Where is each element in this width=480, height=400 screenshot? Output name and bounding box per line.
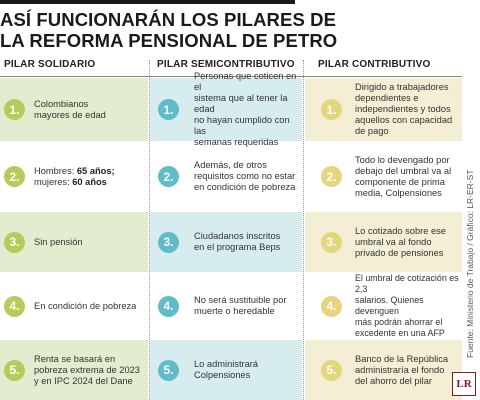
text-line: y en IPC 2024 del Dane [34,375,133,386]
list-item [305,272,462,340]
step-number-badge: 5. [321,360,342,381]
list-item [150,212,302,272]
list-item [0,141,148,212]
text-line: debajo del umbral va al [355,165,452,176]
item-text [194,295,287,317]
item-text [34,166,115,188]
step-number-badge: 5. [158,360,179,381]
item-text [194,231,280,253]
list-item [150,71,302,147]
text-fragment: Hombres: [34,165,77,176]
step-number-badge: 3. [4,232,25,253]
text-line: Colpensiones [194,370,251,380]
column-divider [149,60,150,400]
list-item [305,78,462,141]
item-text [194,359,258,381]
list-item [150,340,302,400]
step-number-badge: 2. [321,166,342,187]
step-number-badge: 4. [4,296,25,317]
list-item [305,141,462,212]
text-line: más podrán ahorrar el [355,317,443,327]
text-fragment: mujeres: [34,176,73,187]
text-line: no hayan cumplido con las [194,115,290,136]
text-line: semanas requeridas [194,137,279,147]
text-line: Dirigido a trabajadores [355,82,449,92]
column-contributivo [305,78,462,400]
step-number-badge: 3. [158,232,179,253]
item-text [34,99,106,121]
text-line: en condición de pobreza [194,182,296,192]
text-line: en el programa Beps [194,242,281,252]
list-item [150,141,302,212]
text-line: aquellos con capacidad [355,115,453,125]
text-line [34,166,115,177]
step-number-badge: 4. [158,296,179,317]
header-pilar-contributivo: PILAR CONTRIBUTIVO [318,59,431,70]
text-line: Lo administrará [194,359,259,369]
text-line: Sin pensión [34,236,83,247]
step-number-badge: 2. [158,166,179,187]
text-line: En condición de pobreza [34,300,137,311]
list-item [305,340,462,400]
text-line: Personas que coticen en el [194,71,297,92]
highlight-age-women: 60 años [72,176,107,187]
step-number-badge: 3. [321,232,342,253]
text-line: muerte o heredable [194,306,275,316]
step-number-badge: 1. [158,99,179,120]
text-line: El umbral de cotización es 2,3 [355,273,459,294]
step-number-badge: 1. [321,99,342,120]
text-line: dependientes e [355,93,419,103]
text-line: No será sustituible por [194,295,287,305]
list-item [150,272,302,340]
title-line-1: ASÍ FUNCIONARÁN LOS PILARES DE [0,9,337,30]
text-line: pobreza extrema de 2023 [34,364,140,375]
text-line: Además, de otros [194,160,267,170]
text-line: del ahorro del pilar [355,375,433,386]
list-item [0,340,148,400]
text-line: privado de pensiones [355,247,444,258]
list-item [0,78,148,141]
text-line [34,177,115,188]
item-text [194,71,302,148]
item-text [355,273,462,339]
text-line: media, Colpensiones [355,187,442,198]
text-line: sistema que al tener la edad [194,93,288,114]
title-line-2: LA REFORMA PENSIONAL DE PETRO [0,30,338,51]
page-title [0,9,470,51]
item-text [34,237,83,248]
title-accent-bar [0,0,295,4]
list-item [0,272,148,340]
text-line: de pago [355,126,389,136]
column-solidario [0,78,148,400]
column-semicontributivo [150,71,302,400]
list-item [305,212,462,272]
item-text [34,354,140,387]
header-pilar-semicontributivo: PILAR SEMICONTRIBUTIVO [157,59,295,70]
text-line: umbral va al fondo [355,236,432,247]
text-line: Banco de la República [355,353,449,364]
text-line: mayores de edad [34,109,106,120]
step-number-badge: 2. [4,166,25,187]
list-item [0,212,148,272]
text-line: Ciudadanos inscritos [194,231,281,241]
item-text [355,226,446,259]
source-credit: Fuente: Ministerio de Trabajo / Gráfico: LR-ER-ST [465,169,475,358]
text-line: Lo cotizado sobre ese [355,225,446,236]
item-text [355,155,451,199]
item-text [355,82,452,137]
text-line: salarios. Quienes devenguen [355,295,424,316]
header-pilar-solidario: PILAR SOLIDARIO [4,59,96,70]
step-number-badge: 4. [321,296,342,317]
item-text [355,354,448,387]
text-line: requisitos como no estar [194,171,296,181]
text-line: independientes y todos [355,104,451,114]
column-divider [303,60,304,400]
lr-logo: LR [452,372,476,396]
text-line: excedente en una AFP [355,328,445,338]
item-text [34,301,136,312]
item-text [194,160,295,193]
text-line: componente de prima [355,176,445,187]
highlight-age-men: 65 años; [76,165,115,176]
text-line: Renta se basará en [34,353,116,364]
step-number-badge: 1. [4,99,25,120]
text-line: Colombianos [34,98,89,109]
text-line: Todo lo devengado por [355,154,450,165]
text-line: administraría el fondo [355,364,445,375]
step-number-badge: 5. [4,360,25,381]
